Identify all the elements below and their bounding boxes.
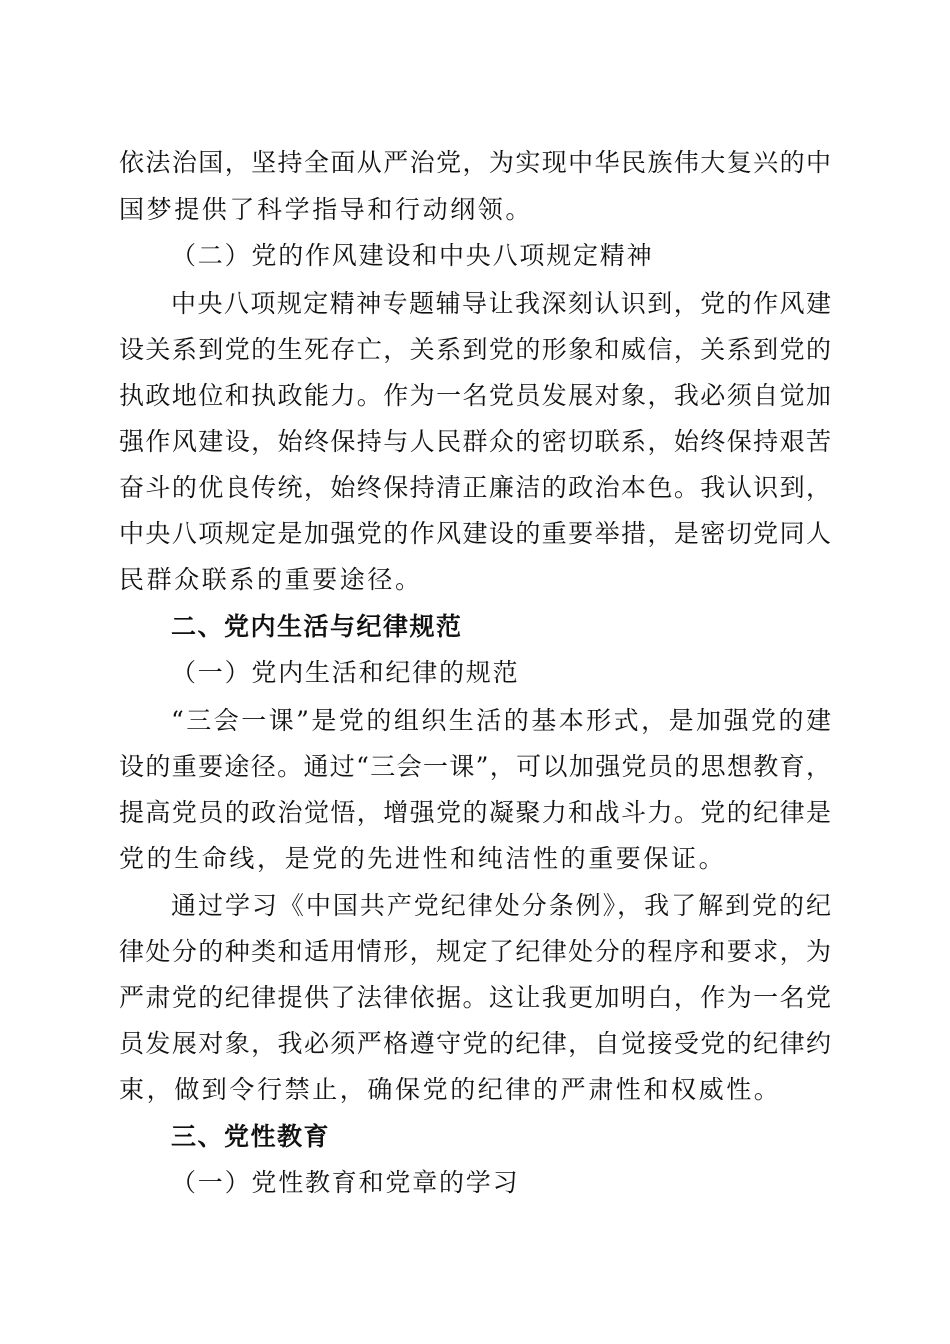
paragraph-line: 提高党员的政治觉悟，增强党的凝聚力和战斗力。党的纪律是: [119, 798, 831, 827]
paragraph-line: 严肃党的纪律提供了法律依据。这让我更加明白，作为一名党: [119, 983, 831, 1012]
paragraph-line: 设的重要途径。通过“三会一课”，可以加强党员的思想教育，: [119, 752, 831, 781]
paragraph-line: 奋斗的优良传统，始终保持清正廉洁的政治本色。我认识到，: [119, 473, 831, 502]
subsection-heading: （一）党性教育和党章的学习: [171, 1168, 520, 1197]
paragraph-line: 中央八项规定是加强党的作风建设的重要举措，是密切党同人: [119, 519, 831, 548]
section-heading: 二、党内生活与纪律规范: [171, 612, 463, 641]
subsection-heading: （一）党内生活和纪律的规范: [171, 658, 520, 687]
paragraph-line: 国梦提供了科学指导和行动纲领。: [119, 195, 534, 224]
paragraph-line: 通过学习《中国共产党纪律处分条例》，我了解到党的纪: [171, 891, 831, 920]
paragraph-line: 强作风建设，始终保持与人民群众的密切联系，始终保持艰苦: [119, 427, 831, 456]
paragraph-line: 民群众联系的重要途径。: [119, 565, 423, 594]
paragraph-line: 设关系到党的生死存亡，关系到党的形象和威信，关系到党的: [119, 335, 831, 364]
paragraph-line: 束，做到令行禁止，确保党的纪律的严肃性和权威性。: [119, 1075, 782, 1104]
paragraph-line: 执政地位和执政能力。作为一名党员发展对象，我必须自觉加: [119, 381, 831, 410]
paragraph-line: 中央八项规定精神专题辅导让我深刻认识到，党的作风建: [171, 289, 831, 318]
paragraph-line: 律处分的种类和适用情形，规定了纪律处分的程序和要求，为: [119, 937, 831, 966]
paragraph-line: 员发展对象，我必须严格遵守党的纪律，自觉接受党的纪律约: [119, 1029, 831, 1058]
paragraph-line: 党的生命线，是党的先进性和纯洁性的重要保证。: [119, 844, 727, 873]
paragraph-line: “三会一课”是党的组织生活的基本形式，是加强党的建: [171, 706, 831, 735]
paragraph-line: 依法治国，坚持全面从严治党，为实现中华民族伟大复兴的中: [119, 148, 831, 177]
section-heading: 三、党性教育: [171, 1122, 331, 1151]
subsection-heading: （二）党的作风建设和中央八项规定精神: [171, 241, 654, 270]
